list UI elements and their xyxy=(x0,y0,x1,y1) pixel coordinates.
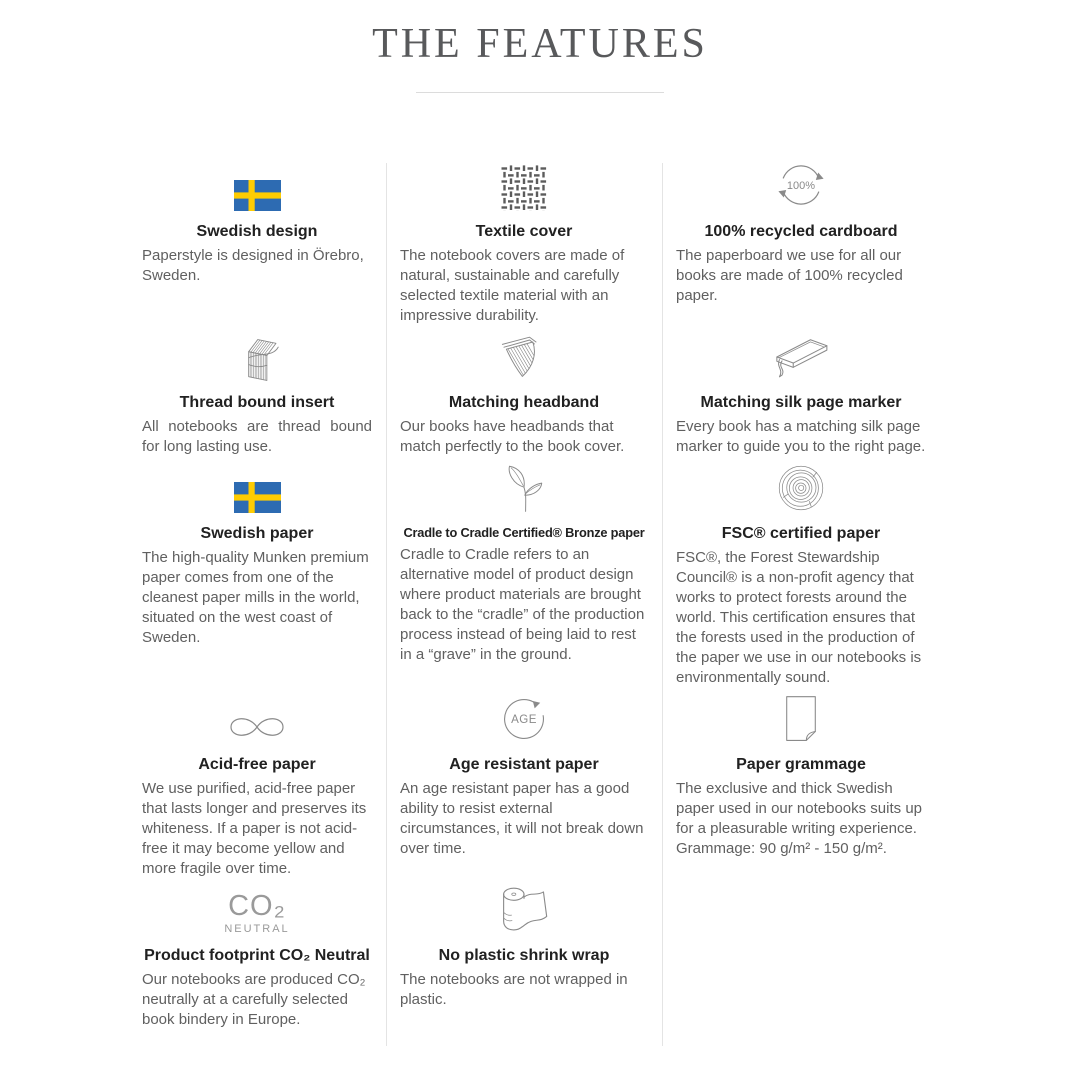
plastic-roll-icon xyxy=(493,885,555,935)
empty-cell xyxy=(662,885,940,1030)
sweden-flag-icon xyxy=(234,180,281,211)
feature-card-no-plastic xyxy=(386,885,662,1030)
feature-description: The notebook covers are made of natural, sustainable and carefully selected textile material with an impressive durability. xyxy=(400,247,625,324)
feature-card-cradle-to-cradle xyxy=(386,463,662,688)
feature-title: Matching headband xyxy=(448,394,600,411)
column-divider xyxy=(662,163,663,1046)
co2-label: CO₂ xyxy=(228,890,286,922)
feature-card-acid-free xyxy=(128,694,386,879)
feature-card-thread-bound xyxy=(128,332,386,457)
feature-description: The notebooks are not wrapped in plastic. xyxy=(400,971,628,1008)
column-divider xyxy=(386,163,387,1046)
tree-rings-icon xyxy=(774,463,828,513)
feature-title: FSC® certified paper xyxy=(721,525,881,542)
recycled-100-icon xyxy=(775,159,827,211)
plant-sprout-icon xyxy=(496,463,552,513)
feature-title: Paper grammage xyxy=(736,756,866,773)
feature-title: Acid-free paper xyxy=(198,756,316,773)
feature-description: An age resistant paper has a good ability to resist external circumstances, it will not break down over time. xyxy=(400,780,644,857)
feature-title: 100% recycled cardboard xyxy=(704,223,898,240)
textile-weave-icon xyxy=(501,165,547,211)
sweden-flag-icon xyxy=(234,482,281,513)
features-grid xyxy=(128,161,940,1030)
feature-card-silk-page-marker xyxy=(662,332,940,457)
feature-card-co2-neutral xyxy=(128,885,386,1030)
feature-description: The paperboard we use for all our books are made of 100% recycled paper. xyxy=(676,247,903,304)
age-resistant-icon xyxy=(497,694,551,744)
co2-neutral-icon xyxy=(224,892,289,935)
feature-title: Matching silk page marker xyxy=(700,394,902,411)
feature-title: Age resistant paper xyxy=(449,756,599,773)
page-title: THE FEATURES xyxy=(372,21,708,67)
feature-title: Thread bound insert xyxy=(179,394,335,411)
feature-title: Cradle to Cradle Certified® Bronze paper xyxy=(403,525,645,540)
infinity-icon xyxy=(224,710,290,744)
silk-page-marker-icon xyxy=(765,332,837,382)
feature-card-swedish-design xyxy=(128,161,386,326)
feature-title: Product footprint CO₂ Neutral xyxy=(144,947,370,964)
thread-bound-icon xyxy=(225,332,289,382)
feature-title: Swedish paper xyxy=(200,525,314,542)
feature-description: We use purified, acid-free paper that lasts longer and preserves its whiteness. If a paper is not acid-free it may become yellow and more fragile over time. xyxy=(142,780,367,877)
feature-description: FSC®, the Forest Stewardship Council® is a non-profit agency that works to protect forests around the world. This certification ensures that the forests used in the production of the paper we use in our notebooks is environmentally sound. xyxy=(676,549,922,686)
feature-description: The high-quality Munken premium paper comes from one of the cleanest paper mills in the world, situated on the west coast of Sweden. xyxy=(142,549,369,646)
feature-card-textile-cover xyxy=(386,161,662,326)
title-divider xyxy=(416,92,664,93)
feature-card-swedish-paper xyxy=(128,463,386,688)
feature-description: Every book has a matching silk page marker to guide you to the right page. xyxy=(676,418,926,455)
feature-card-age-resistant xyxy=(386,694,662,879)
feature-description: Our notebooks are produced CO₂ neutrally at a carefully selected book bindery in Europe. xyxy=(142,971,366,1028)
paper-sheet-icon xyxy=(777,694,825,744)
recycled-100-label: 100% xyxy=(786,180,816,192)
feature-title: Swedish design xyxy=(196,223,318,240)
feature-title: Textile cover xyxy=(475,223,573,240)
feature-description: Paperstyle is designed in Örebro, Sweden. xyxy=(142,247,364,284)
feature-description: All notebooks are thread bound for long lasting use. xyxy=(142,418,372,455)
feature-card-fsc-certified xyxy=(662,463,940,688)
feature-title: No plastic shrink wrap xyxy=(438,947,610,964)
age-label: AGE xyxy=(511,714,537,727)
feature-card-paper-grammage xyxy=(662,694,940,879)
feature-description: Our books have headbands that match perfectly to the book cover. xyxy=(400,418,625,455)
co2-sublabel: NEUTRAL xyxy=(224,923,290,935)
feature-description: The exclusive and thick Swedish paper used in our notebooks suits up for a pleasurable writing experience. Grammage: 90 g/m² - 150 g/m². xyxy=(676,780,922,857)
feature-description: Cradle to Cradle refers to an alternative model of product design where product materials are brought back to the “cradle” of the production process instead of being laid to rest in a “grave” in the ground. xyxy=(400,546,645,663)
feature-card-recycled-cardboard xyxy=(662,161,940,326)
feature-card-headband xyxy=(386,332,662,457)
headband-icon xyxy=(494,334,554,382)
